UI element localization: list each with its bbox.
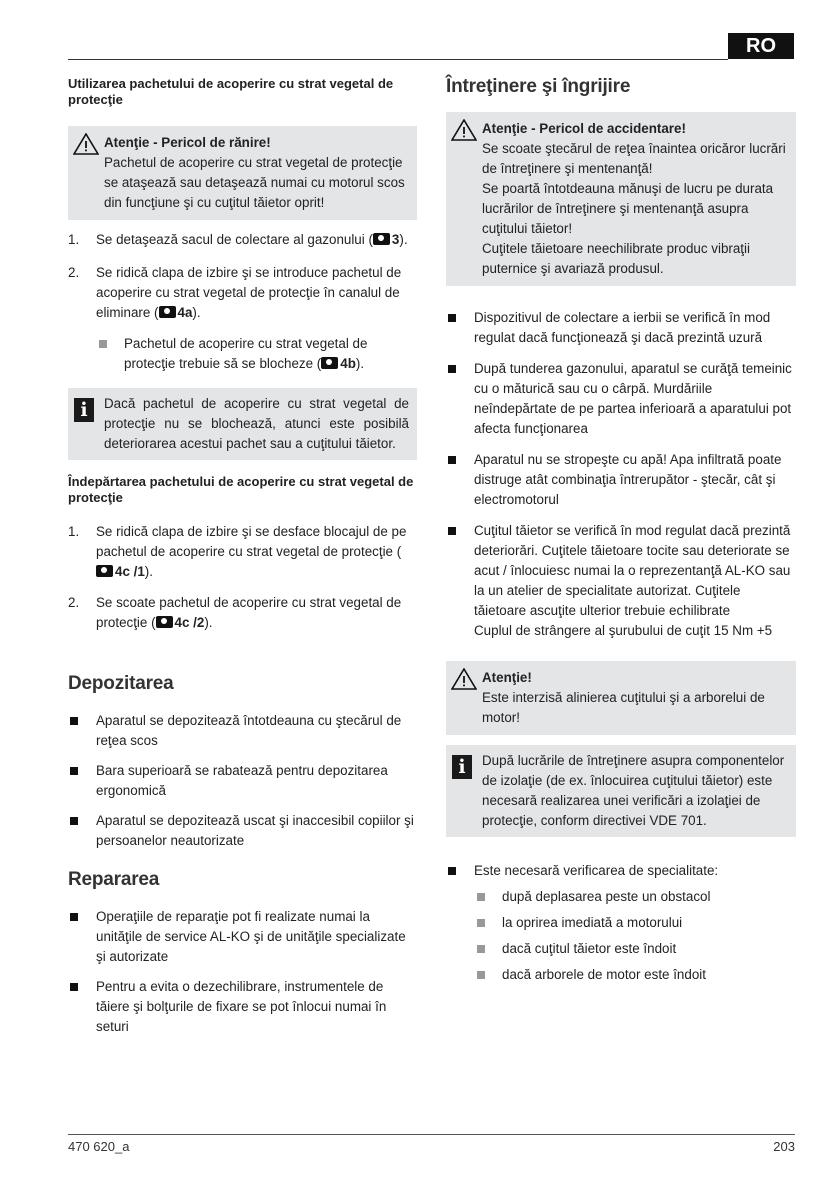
bullet-icon <box>70 767 78 775</box>
inspection-list <box>446 861 796 985</box>
footer-rule <box>68 1134 795 1135</box>
figure-reference: 4c /1 <box>96 564 145 579</box>
header-rule <box>68 59 728 60</box>
list-item: Cuţitul tăietor se verifică în mod regulat dacă prezintă deteriorări. Cuţitele tăietoare tocite sau deteriorate se acut / înlocuiesc numai la o reprezentanţă AL-KO sau la un atelier de specialitate autorizat. Cuţitele tăietoare ascuţite ulterior trebuie echilibrate Cuplul de strângere al şurubului de cuţit 15 Nm +5 <box>446 521 796 641</box>
bullet-icon <box>448 365 456 373</box>
list-item: Aparatul nu se stropeşte cu apă! Apa infiltrată poate distruge atât combinaţia întrerupător - ştecăr, cât şi electromotorul <box>446 450 796 510</box>
grey-bullet-icon <box>477 945 485 953</box>
bullet-icon <box>448 456 456 464</box>
grey-bullet-icon <box>477 893 485 901</box>
maintenance-list <box>446 308 796 641</box>
figure-reference: 4c /2 <box>156 615 205 630</box>
heading-repair: Repararea <box>68 869 160 890</box>
list-item: 2. Se ridică clapa de izbire şi se introduce pachetul de acoperire cu strat vegetal de protecţie în canalul de eliminare ( 4a). <box>68 265 402 320</box>
removal-steps <box>68 522 417 633</box>
sub-list-item: la oprirea imediată a motorului <box>446 913 796 933</box>
list-item: 1. Se detaşează sacul de colectare al gazonului ( 3). <box>68 232 408 247</box>
list-item: 1. Se ridică clapa de izbire şi se desface blocajul de pe pachetul de acoperire cu strat vegetal de protecţie (4c /1). <box>68 524 407 579</box>
warning-line: Cuţitele tăietoare neechilibrate produc vibraţii puternice şi avariază produsul. <box>482 241 750 276</box>
heading-maintenance: Întreţinere şi îngrijire <box>446 76 631 97</box>
list-item: Dispozitivul de colectare a ierbii se verifică în mod regulat dacă funcţionează şi dacă prezintă uzură <box>446 308 796 348</box>
warning-box-alignment <box>446 661 796 735</box>
bullet-icon <box>70 817 78 825</box>
list-item: Operaţiile de reparaţie pot fi realizate numai la unităţile de service AL-KO şi de unităţile specializate şi autorizate <box>68 907 417 967</box>
info-icon: i <box>452 755 472 779</box>
camera-icon <box>373 233 390 245</box>
warning-text: Este interzisă alinierea cuţitului şi a arborelui de motor! <box>482 690 765 725</box>
figure-reference: 4b <box>321 356 356 371</box>
bullet-icon <box>448 527 456 535</box>
grey-bullet-icon <box>477 919 485 927</box>
repair-list <box>68 907 417 1037</box>
bullet-icon <box>448 314 456 322</box>
document-code: 470 620_a <box>68 1139 130 1154</box>
list-item: Aparatul se depozitează întotdeauna cu ştecărul de reţea scos <box>68 711 417 751</box>
list-item: Bara superioară se rabatează pentru depozitarea ergonomică <box>68 761 417 801</box>
bullet-icon <box>70 717 78 725</box>
page-number: 203 <box>773 1139 795 1154</box>
list-item: 2. Se scoate pachetul de acoperire cu strat vegetal de protecţie ( 4c /2). <box>68 595 402 630</box>
grey-bullet-icon <box>477 971 485 979</box>
warning-triangle-icon <box>451 119 477 141</box>
warning-title: Atenţie! <box>482 670 532 685</box>
warning-box-accident <box>446 112 796 286</box>
language-badge: RO <box>728 33 794 59</box>
sub-list-item: dacă cuţitul tăietor este îndoit <box>446 939 796 959</box>
sub-list-item: dacă arborele de motor este îndoit <box>446 965 796 985</box>
camera-icon <box>159 306 176 318</box>
sub-list-item: după deplasarea peste un obstacol <box>446 887 796 907</box>
bullet-icon <box>70 983 78 991</box>
warning-text: Pachetul de acoperire cu strat vegetal de protecţie se ataşează sau detaşează numai cu motorul scos din funcţiune şi cu cuţitul tăietor oprit! <box>104 155 405 210</box>
bullet-icon <box>70 913 78 921</box>
warning-triangle-icon <box>451 668 477 690</box>
warning-box-injury <box>68 126 417 220</box>
heading-storage: Depozitarea <box>68 673 174 694</box>
info-box-insulation: i După lucrările de întreţinere asupra componentelor de izolaţie (de ex. înlocuirea cuţitului tăietor) este necesară realizarea unei verificări a izolaţiei de protecţie, conform directivei VDE 701. <box>446 745 796 837</box>
list-item: După tunderea gazonului, aparatul se curăţă temeinic cu o măturică sau cu o cârpă. Murdăriile neîndepărtate de pe partea inferioară a aparatului pot afecta funcţionarea <box>446 359 796 439</box>
figure-reference: 4a <box>159 305 193 320</box>
list-item: Aparatul se depozitează uscat şi inaccesibil copiilor şi persoanelor neautorizate <box>68 811 417 851</box>
info-box-blocking: i Dacă pachetul de acoperire cu strat vegetal de protecţie nu se blochează, atunci este posibilă deteriorarea acestui pachet sau a cuţitului tăietor. <box>68 388 417 460</box>
right-column <box>446 76 796 985</box>
sub-list-item: Pachetul de acoperire cu strat vegetal de protecţie trebuie să se blocheze ( 4b). <box>68 334 417 374</box>
section-title-mulch-use: Utilizarea pachetului de acoperire cu strat vegetal de protecţie <box>68 76 394 107</box>
camera-icon <box>321 357 338 369</box>
list-item: Este necesară verificarea de specialitate: <box>446 861 796 881</box>
grey-bullet-icon <box>99 340 107 348</box>
mount-steps <box>68 230 417 374</box>
bullet-icon <box>448 867 456 875</box>
figure-reference: 3 <box>373 232 399 247</box>
storage-list <box>68 711 417 851</box>
warning-title: Atenţie - Pericol de accidentare! <box>482 121 686 136</box>
warning-title: Atenţie - Pericol de rănire! <box>104 135 271 150</box>
torque-value: Cuplul de strângere al şurubului de cuţit 15 Nm +5 <box>474 623 773 638</box>
warning-line: Se scoate ştecărul de reţea înaintea oricăror lucrări de întreţinere şi mentenanţă! <box>482 141 786 176</box>
left-column <box>68 76 417 1037</box>
warning-line: Se poartă întotdeauna mănuşi de lucru pe durata lucrărilor de întreţinere şi mentenanţă asupra cuţitului tăietor! <box>482 181 774 236</box>
section-title-mulch-removal: Îndepărtarea pachetului de acoperire cu strat vegetal de protecţie <box>68 474 414 505</box>
camera-icon <box>96 565 113 577</box>
camera-icon <box>156 616 173 628</box>
warning-triangle-icon <box>73 133 99 155</box>
list-item: Pentru a evita o dezechilibrare, instrumentele de tăiere şi bolţurile de fixare se pot înlocui numai în seturi <box>68 977 417 1037</box>
info-icon: i <box>74 398 94 422</box>
